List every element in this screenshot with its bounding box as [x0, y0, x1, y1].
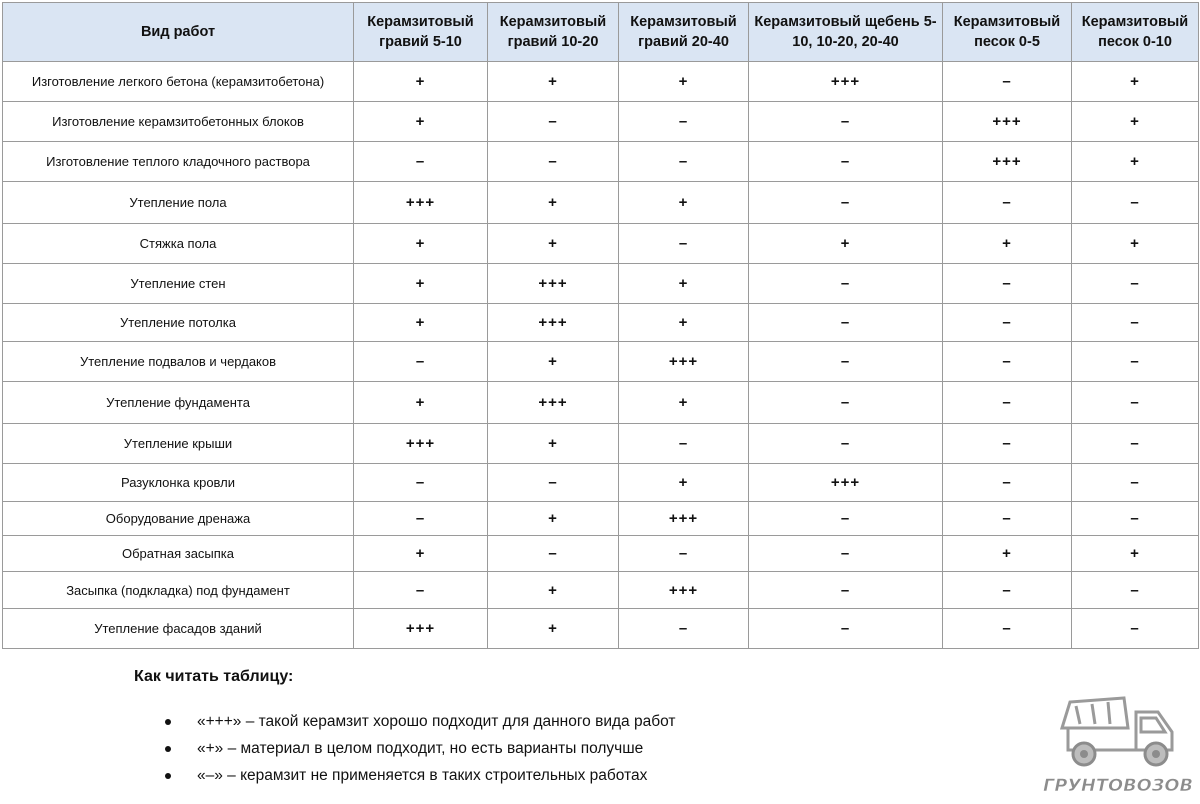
header-row [3, 3, 1199, 62]
suitability-cell: – [1072, 382, 1199, 424]
suitability-cell: + [619, 304, 749, 342]
suitability-cell: +++ [488, 382, 619, 424]
suitability-cell: – [943, 182, 1072, 224]
suitability-cell: +++ [619, 572, 749, 609]
suitability-cell: – [488, 142, 619, 182]
header-gravel-20-40: Керамзитовый гравий 20-40 [619, 3, 749, 62]
suitability-cell: – [1072, 342, 1199, 382]
table-row [3, 102, 1199, 142]
suitability-cell: – [1072, 424, 1199, 464]
work-type-cell: Оборудование дренажа [3, 502, 354, 536]
legend-item [145, 708, 675, 735]
suitability-cell: + [354, 536, 488, 572]
suitability-cell: + [488, 62, 619, 102]
suitability-cell: – [749, 424, 943, 464]
suitability-cell: – [488, 102, 619, 142]
suitability-cell: – [1072, 304, 1199, 342]
work-type-cell: Изготовление керамзитобетонных блоков [3, 102, 354, 142]
suitability-cell: – [943, 572, 1072, 609]
suitability-cell: +++ [619, 342, 749, 382]
suitability-cell: + [1072, 62, 1199, 102]
suitability-cell: + [749, 224, 943, 264]
bullet-icon [165, 773, 171, 779]
suitability-cell: – [354, 502, 488, 536]
suitability-cell: – [943, 264, 1072, 304]
suitability-cell: – [943, 464, 1072, 502]
suitability-cell: – [354, 464, 488, 502]
suitability-cell: + [943, 224, 1072, 264]
suitability-cell: – [749, 572, 943, 609]
legend-list [145, 708, 675, 789]
suitability-cell: – [1072, 502, 1199, 536]
suitability-cell: – [488, 536, 619, 572]
legend-item [145, 735, 675, 762]
bullet-icon [165, 719, 171, 725]
table-row [3, 142, 1199, 182]
suitability-cell: – [943, 382, 1072, 424]
suitability-cell: – [619, 102, 749, 142]
bullet-icon [165, 746, 171, 752]
work-type-cell: Утепление пола [3, 182, 354, 224]
suitability-cell: – [749, 182, 943, 224]
suitability-cell: – [943, 304, 1072, 342]
suitability-cell: + [488, 424, 619, 464]
suitability-cell: + [488, 182, 619, 224]
suitability-cell: + [488, 342, 619, 382]
header-crushed-stone: Керамзитовый щебень 5-10, 10-20, 20-40 [749, 3, 943, 62]
suitability-cell: – [749, 536, 943, 572]
suitability-cell: – [619, 609, 749, 649]
suitability-cell: – [619, 536, 749, 572]
legend-item [145, 762, 675, 789]
suitability-cell: – [619, 424, 749, 464]
header-gravel-10-20: Керамзитовый гравий 10-20 [488, 3, 619, 62]
suitability-cell: + [354, 264, 488, 304]
suitability-cell: + [943, 536, 1072, 572]
work-type-cell: Обратная засыпка [3, 536, 354, 572]
table-row [3, 382, 1199, 424]
work-type-cell: Засыпка (подкладка) под фундамент [3, 572, 354, 609]
suitability-cell: – [749, 382, 943, 424]
suitability-cell: – [749, 264, 943, 304]
suitability-cell: + [619, 182, 749, 224]
suitability-cell: – [943, 424, 1072, 464]
suitability-cell: – [619, 142, 749, 182]
header-work-type: Вид работ [3, 3, 354, 62]
suitability-cell: +++ [354, 424, 488, 464]
header-sand-0-10: Керамзитовый песок 0-10 [1072, 3, 1199, 62]
suitability-cell: + [354, 382, 488, 424]
work-type-cell: Изготовление легкого бетона (керамзитобетона) [3, 62, 354, 102]
suitability-cell: + [1072, 536, 1199, 572]
suitability-cell: – [1072, 182, 1199, 224]
suitability-cell: +++ [943, 142, 1072, 182]
legend-item-text: «–» – керамзит не применяется в таких строительных работах [197, 767, 648, 784]
work-type-cell: Стяжка пола [3, 224, 354, 264]
suitability-cell: – [488, 464, 619, 502]
suitability-cell: – [354, 342, 488, 382]
suitability-cell: + [619, 264, 749, 304]
table-row [3, 424, 1199, 464]
legend-item-text: «+++» – такой керамзит хорошо подходит для данного вида работ [197, 713, 676, 730]
legend-title: Как читать таблицу: [134, 668, 294, 685]
suitability-cell: – [943, 342, 1072, 382]
header-gravel-5-10: Керамзитовый гравий 5-10 [354, 3, 488, 62]
gruntovozov-logo [1040, 688, 1196, 800]
suitability-cell: – [943, 609, 1072, 649]
table-row [3, 264, 1199, 304]
suitability-cell: + [488, 224, 619, 264]
suitability-cell: – [354, 142, 488, 182]
suitability-cell: – [749, 342, 943, 382]
work-type-cell: Утепление потолка [3, 304, 354, 342]
suitability-cell: + [354, 102, 488, 142]
legend-item-text: «+» – материал в целом подходит, но есть варианты получше [197, 740, 644, 757]
work-type-cell: Утепление стен [3, 264, 354, 304]
suitability-table [2, 2, 1199, 649]
suitability-cell: + [1072, 142, 1199, 182]
work-type-cell: Разуклонка кровли [3, 464, 354, 502]
work-type-cell: Утепление подвалов и чердаков [3, 342, 354, 382]
suitability-cell: +++ [354, 182, 488, 224]
table-row [3, 182, 1199, 224]
suitability-cell: + [1072, 224, 1199, 264]
logo-text: ГРУНТОВОЗОВ [1043, 776, 1193, 796]
table-row [3, 224, 1199, 264]
suitability-cell: + [354, 224, 488, 264]
suitability-cell: – [749, 142, 943, 182]
suitability-cell: + [1072, 102, 1199, 142]
suitability-cell: + [488, 609, 619, 649]
suitability-cell: – [943, 502, 1072, 536]
header-sand-0-5: Керамзитовый песок 0-5 [943, 3, 1072, 62]
suitability-cell: – [1072, 609, 1199, 649]
work-type-cell: Утепление крыши [3, 424, 354, 464]
suitability-cell: – [749, 609, 943, 649]
work-type-cell: Изготовление теплого кладочного раствора [3, 142, 354, 182]
table-body [3, 62, 1199, 649]
suitability-cell: – [1072, 572, 1199, 609]
table-row [3, 342, 1199, 382]
table-row [3, 304, 1199, 342]
suitability-cell: +++ [943, 102, 1072, 142]
suitability-cell: – [1072, 464, 1199, 502]
suitability-cell: – [749, 502, 943, 536]
suitability-cell: + [619, 464, 749, 502]
table-row [3, 62, 1199, 102]
work-type-cell: Утепление фасадов зданий [3, 609, 354, 649]
suitability-cell: + [619, 62, 749, 102]
suitability-cell: +++ [488, 264, 619, 304]
table-row [3, 609, 1199, 649]
suitability-cell: – [619, 224, 749, 264]
suitability-cell: – [354, 572, 488, 609]
suitability-cell: – [943, 62, 1072, 102]
work-type-cell: Утепление фундамента [3, 382, 354, 424]
suitability-cell: – [749, 304, 943, 342]
suitability-cell: – [1072, 264, 1199, 304]
suitability-cell: – [749, 102, 943, 142]
table-row [3, 536, 1199, 572]
suitability-cell: +++ [354, 609, 488, 649]
suitability-cell: + [354, 304, 488, 342]
suitability-cell: +++ [488, 304, 619, 342]
table-row [3, 502, 1199, 536]
table-row [3, 464, 1199, 502]
suitability-cell: + [488, 572, 619, 609]
suitability-cell: + [354, 62, 488, 102]
suitability-cell: + [619, 382, 749, 424]
suitability-cell: + [488, 502, 619, 536]
suitability-cell: +++ [749, 464, 943, 502]
table-row [3, 572, 1199, 609]
suitability-cell: +++ [619, 502, 749, 536]
suitability-cell: +++ [749, 62, 943, 102]
